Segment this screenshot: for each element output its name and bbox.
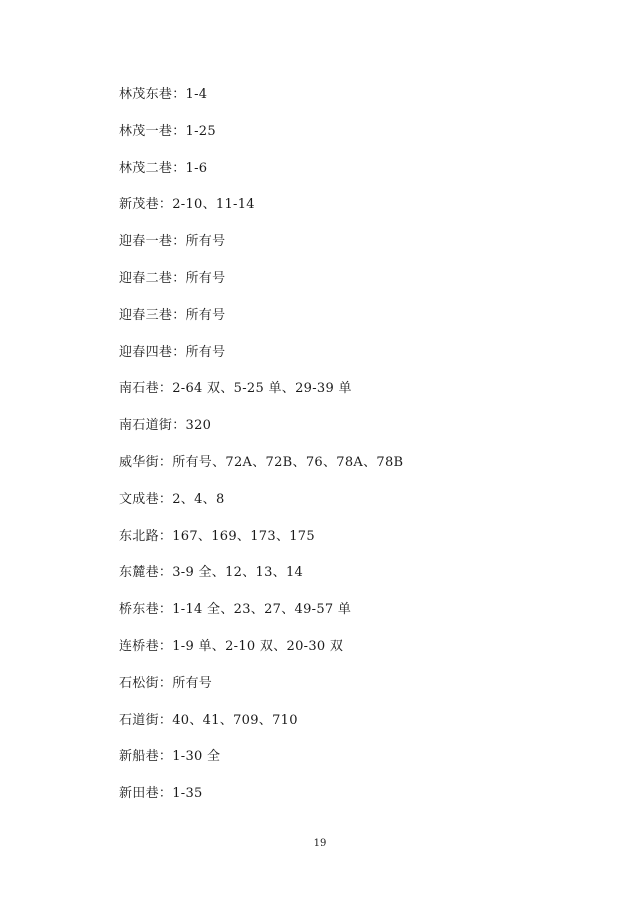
list-item: 迎春三巷：所有号 bbox=[119, 307, 226, 323]
list-item: 文成巷：2、4、8 bbox=[119, 491, 225, 507]
list-item: 石松街：所有号 bbox=[119, 675, 213, 691]
list-item: 迎春一巷：所有号 bbox=[119, 234, 226, 250]
list-item: 迎春二巷：所有号 bbox=[119, 270, 226, 286]
list-item: 东麓巷：3-9 全、12、13、14 bbox=[119, 565, 304, 581]
list-item: 迎春四巷：所有号 bbox=[119, 344, 226, 360]
page-number: 19 bbox=[313, 838, 327, 849]
list-item: 林茂一巷：1-25 bbox=[119, 123, 216, 139]
list-item: 南石道街：320 bbox=[119, 418, 212, 434]
list-item: 新茂巷：2-10、11-14 bbox=[119, 197, 255, 213]
list-item: 威华街：所有号、72A、72B、76、78A、78B bbox=[119, 454, 404, 470]
list-item: 连桥巷：1-9 单、2-10 双、20-30 双 bbox=[119, 638, 344, 654]
list-item: 新船巷：1-30 全 bbox=[119, 749, 221, 765]
list-item: 林茂东巷：1-4 bbox=[119, 87, 208, 102]
list-item: 石道街：40、41、709、710 bbox=[119, 712, 298, 728]
list-item: 新田巷：1-35 bbox=[119, 786, 203, 802]
list-item: 桥东巷：1-14 全、23、27、49-57 单 bbox=[119, 602, 352, 618]
list-item: 南石巷：2-64 双、5-25 单、29-39 单 bbox=[119, 381, 352, 397]
address-list bbox=[119, 84, 403, 820]
list-item: 林茂二巷：1-6 bbox=[119, 160, 208, 176]
list-item: 东北路：167、169、173、175 bbox=[119, 528, 315, 544]
